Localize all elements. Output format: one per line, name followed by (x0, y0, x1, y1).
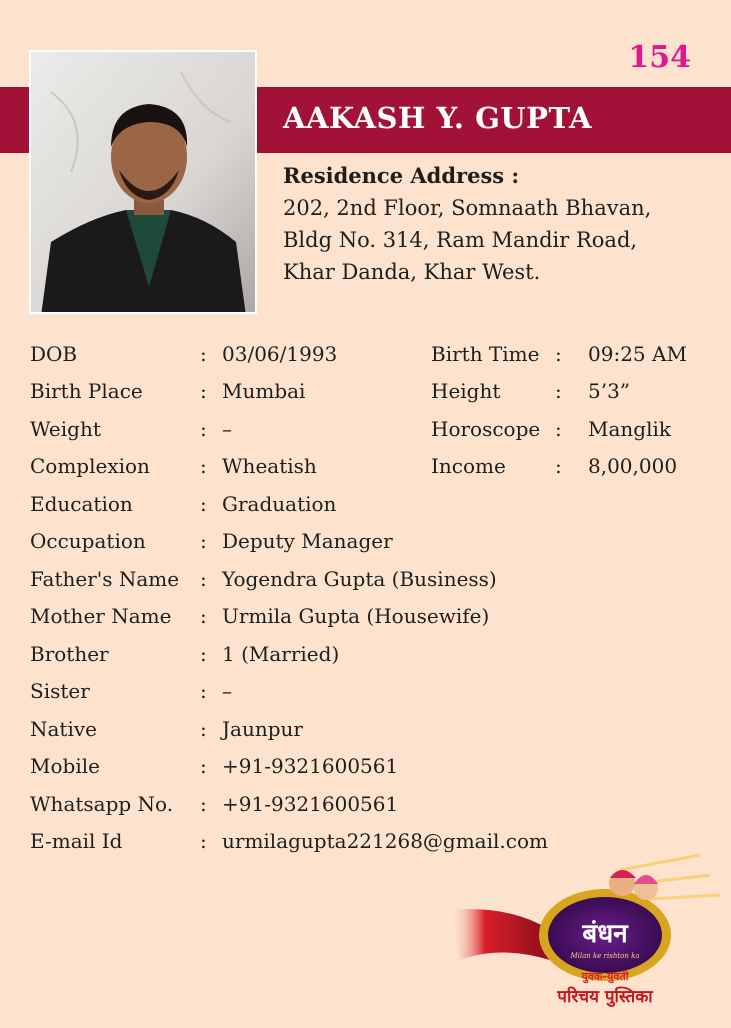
detail-label: Education (30, 492, 133, 516)
detail-label: Native (30, 717, 97, 741)
detail-separator: : (200, 754, 207, 778)
bandhan-logo (440, 850, 731, 1024)
detail-separator: : (200, 529, 207, 553)
logo-subtitle: परिचय पुस्तिका (557, 987, 653, 1007)
detail-value: Urmila Gupta (Housewife) (222, 604, 490, 628)
detail-separator: : (200, 604, 207, 628)
address-label: Residence Address : (283, 163, 520, 188)
detail-label: DOB (30, 342, 78, 366)
address-line: Khar Danda, Khar West. (283, 260, 541, 284)
detail-label: Mother Name (30, 604, 172, 628)
detail-label: Brother (30, 642, 109, 666)
detail-value: 8,00,000 (588, 454, 678, 478)
detail-value: 03/06/1993 (222, 342, 338, 366)
detail-separator: : (200, 417, 207, 441)
detail-value: Manglik (588, 417, 671, 441)
detail-separator: : (200, 379, 207, 403)
detail-label: Father's Name (30, 567, 180, 591)
logo-tagline: Milan ke rishton ka (570, 952, 640, 960)
detail-value: Wheatish (222, 454, 317, 478)
address-line: Bldg No. 314, Ram Mandir Road, (283, 228, 638, 252)
detail-separator: : (200, 679, 207, 703)
detail-value: 5’3” (588, 379, 631, 403)
logo-subtitle: युवक-युवती (581, 970, 629, 983)
detail-separator: : (200, 567, 207, 591)
detail-separator: : (200, 829, 207, 853)
profile-photo (29, 50, 257, 314)
logo-title: बंधन (582, 919, 628, 949)
detail-label: Sister (30, 679, 90, 703)
detail-value: – (222, 679, 232, 703)
detail-separator: : (200, 492, 207, 516)
page-number: 154 (628, 40, 691, 75)
detail-value: +91-9321600561 (222, 792, 399, 816)
detail-value: Deputy Manager (222, 529, 393, 553)
detail-value: 09:25 AM (588, 342, 687, 366)
detail-separator: : (555, 379, 562, 403)
detail-separator: : (555, 342, 562, 366)
detail-label: Complexion (30, 454, 150, 478)
residence-address (283, 160, 713, 288)
detail-label: Mobile (30, 754, 100, 778)
detail-label: Occupation (30, 529, 146, 553)
detail-value: Graduation (222, 492, 337, 516)
detail-label: Income (431, 454, 506, 478)
profile-name: AAKASH Y. GUPTA (283, 101, 592, 135)
detail-label: Height (431, 379, 501, 403)
detail-separator: : (555, 417, 562, 441)
detail-label: Birth Place (30, 379, 143, 403)
detail-separator: : (200, 642, 207, 666)
detail-separator: : (200, 717, 207, 741)
detail-value: urmilagupta221268@gmail.com (222, 829, 548, 853)
detail-separator: : (200, 454, 207, 478)
detail-label: Horoscope (431, 417, 541, 441)
detail-label: Whatsapp No. (30, 792, 174, 816)
detail-label: E-mail Id (30, 829, 123, 853)
detail-label: Birth Time (431, 342, 540, 366)
address-line: 202, 2nd Floor, Somnaath Bhavan, (283, 196, 652, 220)
detail-value: +91-9321600561 (222, 754, 399, 778)
detail-separator: : (555, 454, 562, 478)
detail-value: 1 (Married) (222, 642, 340, 666)
detail-label: Weight (30, 417, 101, 441)
detail-separator: : (200, 342, 207, 366)
detail-separator: : (200, 792, 207, 816)
detail-value: Jaunpur (222, 717, 303, 741)
detail-value: Yogendra Gupta (Business) (222, 567, 497, 591)
detail-value: Mumbai (222, 379, 306, 403)
detail-value: – (222, 417, 232, 441)
